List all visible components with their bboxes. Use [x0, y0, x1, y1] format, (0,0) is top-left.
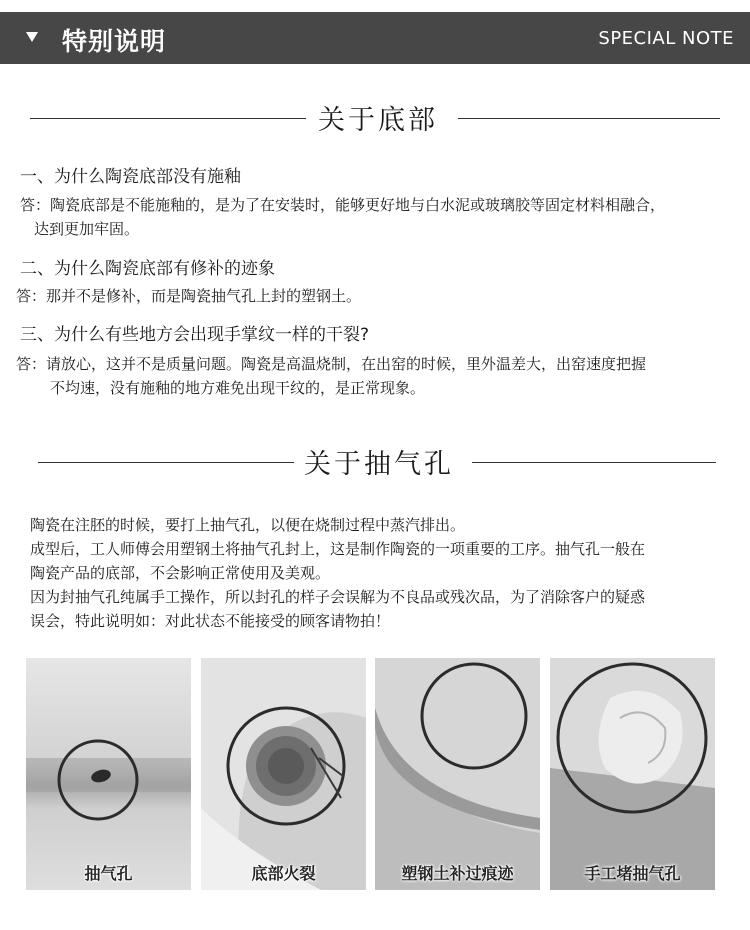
photo-vent-hole [26, 658, 191, 890]
divider-left [30, 118, 306, 119]
section-title: 关于底部 [318, 105, 438, 136]
vent-description [30, 513, 730, 633]
question-1: 一、为什么陶瓷底部没有施釉 [20, 167, 241, 187]
section-heading-vent [0, 442, 750, 482]
header-title: 特别说明 [62, 27, 167, 56]
divider-right [458, 118, 720, 119]
header-bar [0, 12, 750, 64]
patched-trace-illustration [375, 658, 540, 890]
answer-3-line-2: 不均速，没有施釉的地方难免出现干纹的，是正常现象。 [50, 379, 426, 397]
photo-caption: 抽气孔 [84, 864, 133, 883]
photo-caption: 手工堵抽气孔 [584, 864, 681, 883]
section-heading-bottom [0, 98, 750, 138]
vent-hole-illustration [26, 658, 191, 890]
divider-left [38, 462, 294, 463]
answer-1-line-2: 达到更加牢固。 [34, 220, 140, 238]
paragraph: 陶瓷产品的底部，不会影响正常使用及美观。 [30, 564, 331, 582]
paragraph: 成型后，工人师傅会用塑钢土将抽气孔封上，这是制作陶瓷的一项重要的工序。抽气孔一般在 [30, 540, 646, 558]
photo-caption: 底部火裂 [251, 864, 316, 883]
header-subtitle: SPECIAL NOTE [598, 28, 734, 49]
question-2: 二、为什么陶瓷底部有修补的迹象 [20, 259, 275, 279]
paragraph: 陶瓷在注胚的时候，要打上抽气孔，以便在烧制过程中蒸汽排出。 [30, 516, 466, 534]
paragraph: 误会，特此说明如：对此状态不能接受的顾客请物拍！ [30, 612, 391, 630]
answer-3-line-1: 答：请放心，这并不是质量问题。陶瓷是高温烧制，在出窑的时候，里外温差大，出窑速度把握 [16, 355, 647, 373]
answer-1-line-1: 答：陶瓷底部是不能施釉的，是为了在安装时，能够更好地与白水泥或玻璃胶等固定材料相融合， [20, 196, 666, 214]
hand-plugged-illustration [550, 658, 715, 890]
photo-caption: 塑钢土补过痕迹 [401, 864, 514, 883]
photo-patched-trace [375, 658, 540, 890]
photo-hand-plugged [550, 658, 715, 890]
section-title: 关于抽气孔 [304, 449, 454, 480]
photo-bottom-crack [201, 658, 366, 890]
answer-2-line-1: 答：那并不是修补，而是陶瓷抽气孔上封的塑钢土。 [16, 287, 362, 305]
divider-right [472, 462, 716, 463]
paragraph: 因为封抽气孔纯属手工操作，所以封孔的样子会误解为不良品或残次品，为了消除客户的疑惑 [30, 588, 646, 606]
triangle-down-icon [26, 32, 38, 42]
bottom-crack-illustration [201, 658, 366, 890]
question-3: 三、为什么有些地方会出现手掌纹一样的干裂? [20, 325, 370, 345]
